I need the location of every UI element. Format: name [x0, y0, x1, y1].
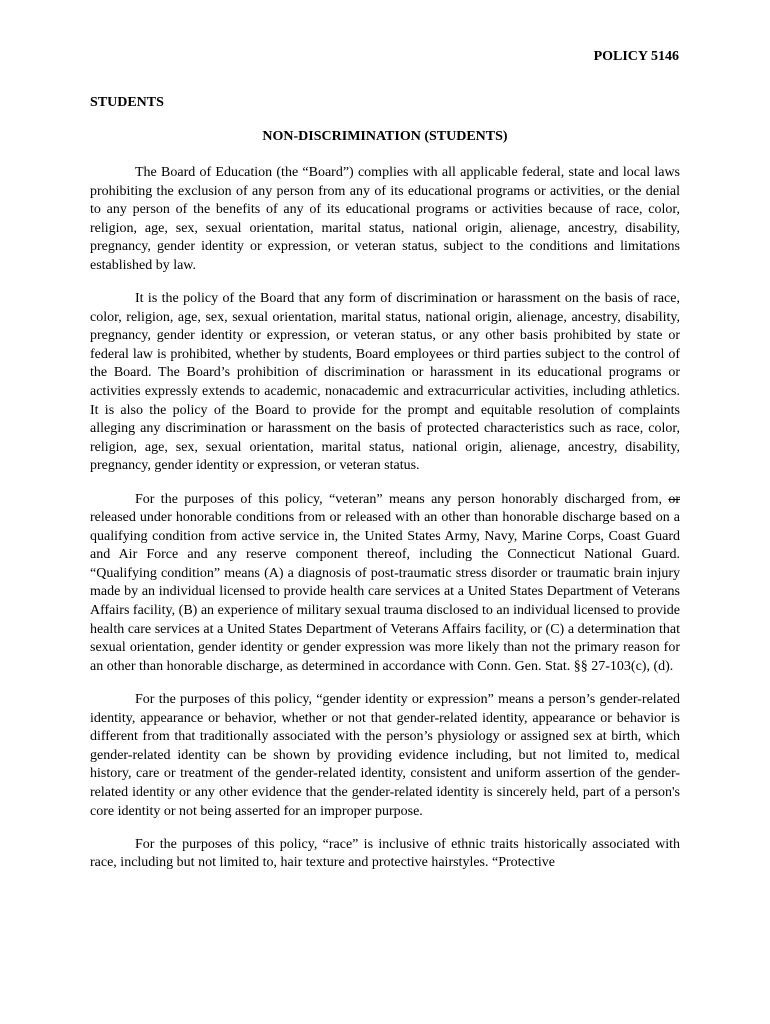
- policy-number: POLICY 5146: [593, 49, 679, 64]
- paragraph-race-definition: For the purposes of this policy, “race” is inclusive of ethnic traits historically associated with race, including but not limited to, hair texture and protective hairstyles. “Protective: [90, 836, 680, 871]
- paragraph-board-compliance: The Board of Education (the “Board”) complies with all applicable federal, state and local laws prohibiting the exclusion of any person from any of its educational programs or activities, or the denial to any person of the benefits of any of its educational programs or activities because of race, color, religion, age, sex, sexual orientation, marital status, national origin, alienage, ancestry, disability, pregnancy, gender identity or expression, or veteran status, subject to the conditions and limitations established by law.: [90, 165, 680, 273]
- struck-text: or: [668, 491, 680, 507]
- policy-title: NON-DISCRIMINATION (STUDENTS): [262, 129, 508, 144]
- veteran-text-rest: released under honorable conditions from or released with an other than honorable discharge based on a qualifying condition from active service in, the United States Army, Navy, Marine Corps, Coast Guard and Air Force and any reserve component thereof, including the Connecticut National Guard. “Qualifying condition” means (A) a diagnosis of post-traumatic stress disorder or traumatic brain injury made by an individual licensed to provide health care services at a United States Department of Veterans Affairs facility, (B) an experience of military sexual trauma disclosed to an individual licensed to provide health care services at a United States Department of Veterans Affairs facility, or (C) a determination that sexual orientation, gender identity or gender expression was more likely than not the primary reason for an other than honorable discharge, as determined in accordance with Conn. Gen. Stat. §§ 27-103(c), (d).: [90, 510, 680, 674]
- section-heading: STUDENTS: [90, 95, 164, 110]
- paragraph-veteran-definition: [90, 491, 680, 677]
- paragraph-policy-statement: It is the policy of the Board that any form of discrimination or harassment on the basis of race, color, religion, age, sex, sexual orientation, marital status, national origin, alienage, ancestry, disability, pregnancy, gender identity or expression, or veteran status, or any other basis prohibited by state or federal law is prohibited, whether by students, Board employees or third parties subject to the control of the Board. The Board’s prohibition of discrimination or harassment in its educational programs or activities expressly extends to academic, nonacademic and extracurricular activities, including athletics. It is also the policy of the Board to provide for the prompt and equitable resolution of complaints alleging any discrimination or harassment on the basis of protected characteristics such as race, color, religion, age, sex, sexual orientation, marital status, national origin, alienage, ancestry, disability, pregnancy, gender identity or expression, or veteran status.: [90, 291, 680, 474]
- policy-body: [90, 164, 680, 887]
- veteran-text-start: For the purposes of this policy, “veteran” means any person honorably discharged from,: [135, 491, 669, 507]
- paragraph-gender-identity-definition: For the purposes of this policy, “gender identity or expression” means a person’s gender-related identity, appearance or behavior, whether or not that gender-related identity, appearance or behavior is different from that traditionally associated with the person’s physiology or assigned sex at birth, which gender-related identity can be shown by providing evidence including, but not limited to, medical history, care or treatment of the gender-related identity, consistent and uniform assertion of the gender-related identity or any other evidence that the gender-related identity is sincerely held, part of a person's core identity or not being asserted for an improper purpose.: [90, 691, 680, 819]
